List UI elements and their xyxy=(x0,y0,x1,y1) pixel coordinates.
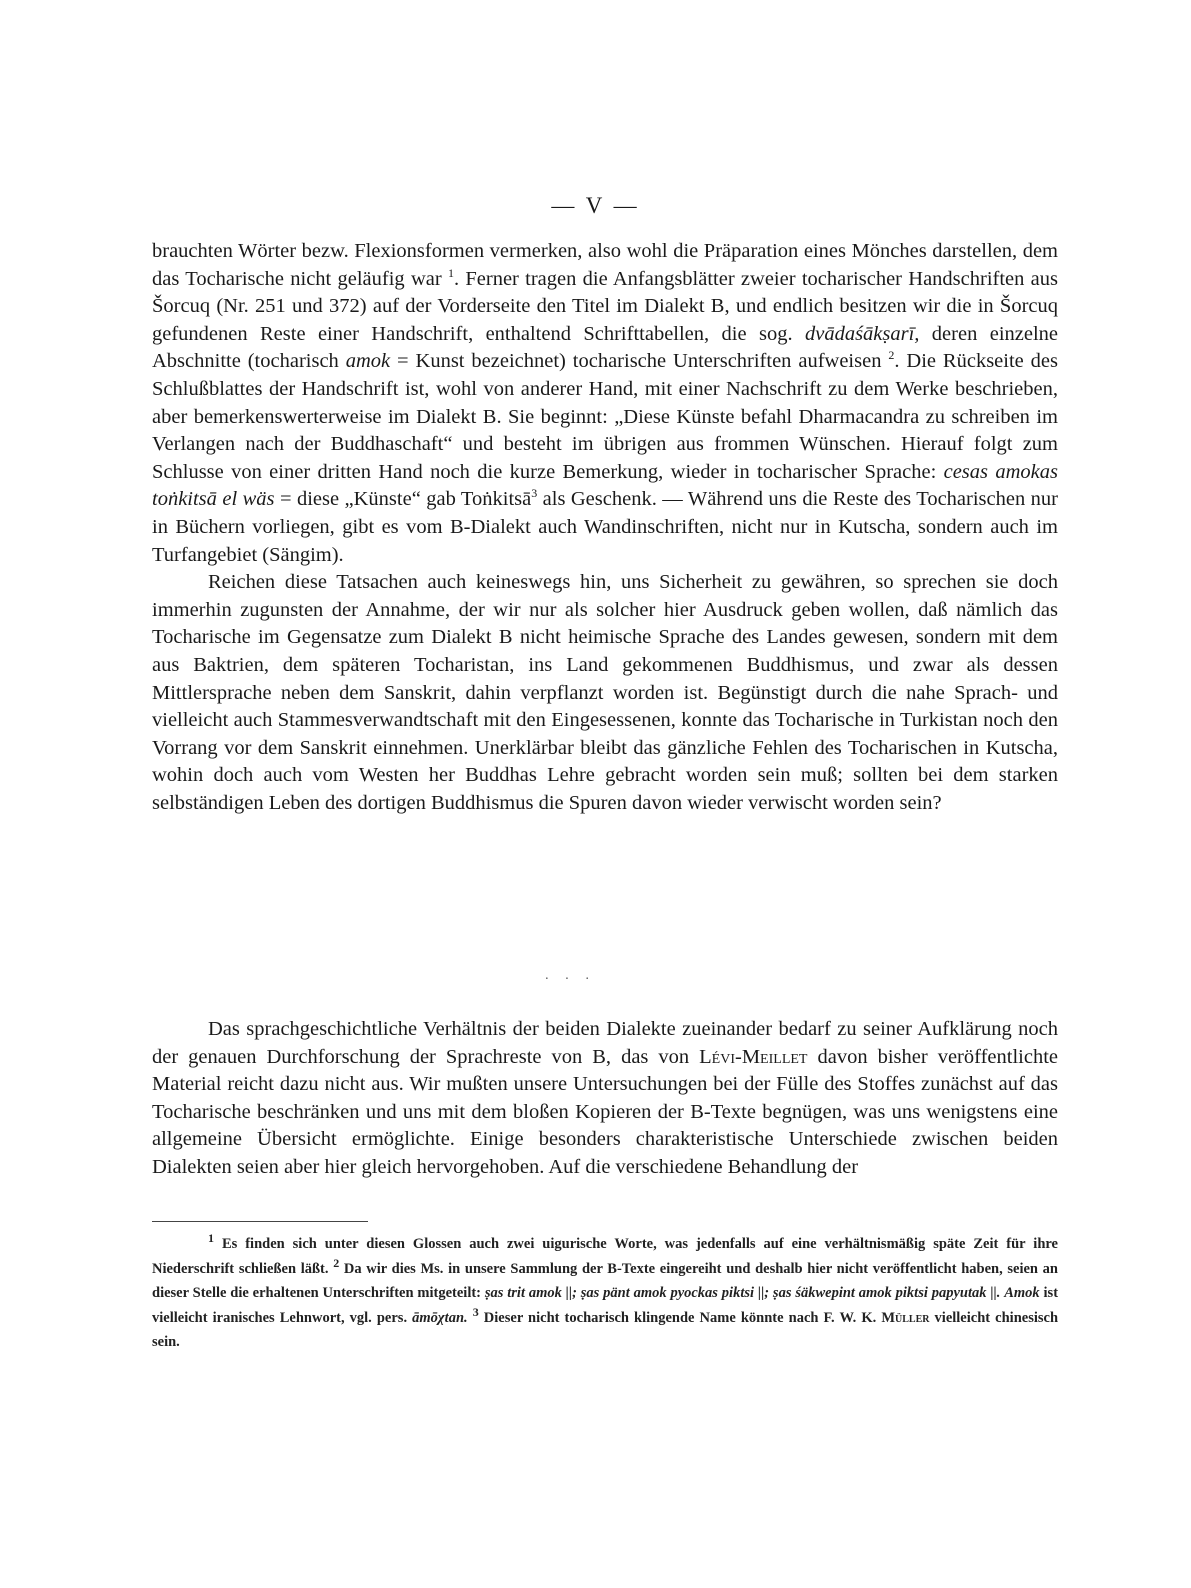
text-run: Dieser nicht tocharisch klingende Name könnte nach F. W. K. xyxy=(478,1309,882,1326)
paragraph xyxy=(152,238,1058,569)
italic-term: amok xyxy=(345,350,391,373)
paragraph xyxy=(152,1016,1058,1182)
footnote-marker: 2 xyxy=(888,348,895,363)
text-run: . Ferner tragen die Anfangsblätter zweier tocharischer Handschriften aus Šorcuq (Nr. 251 und 372) auf der Vorderseite den Titel im Dialekt B, und endlich besitzen wir die in Šorcuq gefundenen Reste einer Handschrift, enthaltend Schrifttabellen, die sog. xyxy=(152,267,1059,345)
italic-term: dvādaśākṣarī, xyxy=(804,322,920,345)
section-separator: · · · xyxy=(544,972,596,987)
text-run: brauchten Wörter bezw. Flexionsformen vermerken, also wohl die Präparation eines Mönches darstellen, dem das Tocharische nicht geläufig war xyxy=(152,240,1058,290)
paragraph xyxy=(152,569,1058,817)
footnote-marker: 2 xyxy=(333,1255,340,1270)
text-run: Das sprachgeschichtliche Verhältnis der beiden Dialekte zueinander bedarf zu seiner Aufklärung noch der genauen Durchforschung der Sprachreste von B, das von xyxy=(152,1018,1058,1068)
text-run: davon bisher veröffentlichte Material reicht dazu nicht aus. Wir mußten unsere Untersuchungen bei der Fülle des Stoffes zunächst auf das Tocharische beschränken und uns mit dem bloßen Kopieren der B-Texte begnügen, was uns wenigstens eine allgemeine Übersicht ermöglichte. Einige besonders charakteristische Unterschiede zwischen beiden Dialekten seien aber hier gleich hervorgehoben. Auf die verschiedene Behandlung der xyxy=(152,1045,1058,1178)
body-text-upper xyxy=(152,238,1058,817)
author-name: Müller xyxy=(881,1309,930,1326)
text-run: vielleicht chinesisch sein. xyxy=(152,1309,1059,1351)
italic-term: āmōχtan. xyxy=(412,1309,468,1326)
footnote-rule xyxy=(152,1221,368,1222)
text-run: Reichen diese Tatsachen auch keineswegs hin, uns Sicherheit zu gewähren, so sprechen sie doch immerhin zugunsten der Annahme, der wir nur als solcher hier Ausdruck geben wollen, daß nämlich das Tocharische im Gegensatze zum Dialekt B nicht heimische Sprache des Landes gewesen, sondern mit dem aus Baktrien, dem späteren Tocharistan, ins Land gekommenen Buddhismus, und zwar als dessen Mittlersprache neben dem Sanskrit, dahin verpflanzt worden ist. Begünstigt durch die nahe Sprach- und vielleicht auch Stammesverwandtschaft mit den Eingesessenen, konnte das Tocharische in Turkistan noch den Vorrang vor dem Sanskrit einnehmen. Unerklärbar bleibt das gänzliche Fehlen des Tocharischen in Kutscha, wohin doch auch vom Westen her Buddhas Lehre gebracht worden sein muß; sollten bei dem starken selbständigen Leben des dortigen Buddhismus die Spuren davon wieder verwischt worden sein? xyxy=(152,571,1058,814)
text-run: = Kunst bezeichnet) tocharische Unterschriften aufweisen xyxy=(390,350,889,373)
author-name: Lévi-Meillet xyxy=(699,1045,808,1068)
text-run: ist vielleicht iranisches Lehnwort, vgl. pers. xyxy=(152,1285,1059,1326)
italic-term: cesas amokas toṅkitsā el wäs xyxy=(152,460,1058,511)
body-text-lower xyxy=(152,1016,1058,1182)
text-run: Da wir dies Ms. in unsere Sammlung der B-Texte eingereiht und deshalb hier nicht veröffentlicht haben, seien an dieser Stelle die erhaltenen Unterschriften mitgeteilt: xyxy=(152,1260,1058,1302)
footnote-marker: 1 xyxy=(447,265,454,280)
italic-term: Amok xyxy=(1004,1285,1040,1302)
footnote-text xyxy=(152,1232,1058,1355)
footnote-marker: 3 xyxy=(531,486,538,501)
italic-term: ṣas trit amok ||; ṣas pänt amok pyockas piktsi ||; ṣas śäkwepint amok piktsi papyutak ||. xyxy=(484,1285,1001,1302)
footnotes xyxy=(152,1232,1058,1355)
footnote-marker: 3 xyxy=(472,1304,479,1319)
text-run: deren einzelne Abschnitte (tocharisch xyxy=(152,322,1059,373)
text-run: als Geschenk. — Während uns die Reste des Tocharischen nur in Büchern vorliegen, gibt es vom B-Dialekt auch Wandinschriften, nicht nur in Kutscha, sondern auch im Turfangebiet (Sängim). xyxy=(152,488,1058,566)
text-run: Es finden sich unter diesen Glossen auch zwei uigurische Worte, was jedenfalls auf eine verhältnismäßig späte Zeit für ihre Niederschrift schließen läßt. xyxy=(152,1236,1058,1277)
text-run: = diese „Künste“ gab Toṅkitsā xyxy=(274,488,532,511)
page-number: — V — xyxy=(551,193,640,218)
text-run: . Die Rückseite des Schlußblattes der Handschrift ist, wohl von anderer Hand, mit einer Nachschrift zu dem Werke beschrieben, aber bemerkenswerterweise im Dialekt B. Sie beginnt: „Diese Künste befahl Dharmacandra zu schreiben im Verlangen nach der Buddhaschaft“ und besteht im übrigen aus frommen Wünschen. Hierauf folgt zum Schlusse von einer dritten Hand noch die kurze Bemerkung, wieder in tocharischer Sprache: xyxy=(152,350,1059,483)
footnote-marker: 1 xyxy=(208,1231,214,1246)
